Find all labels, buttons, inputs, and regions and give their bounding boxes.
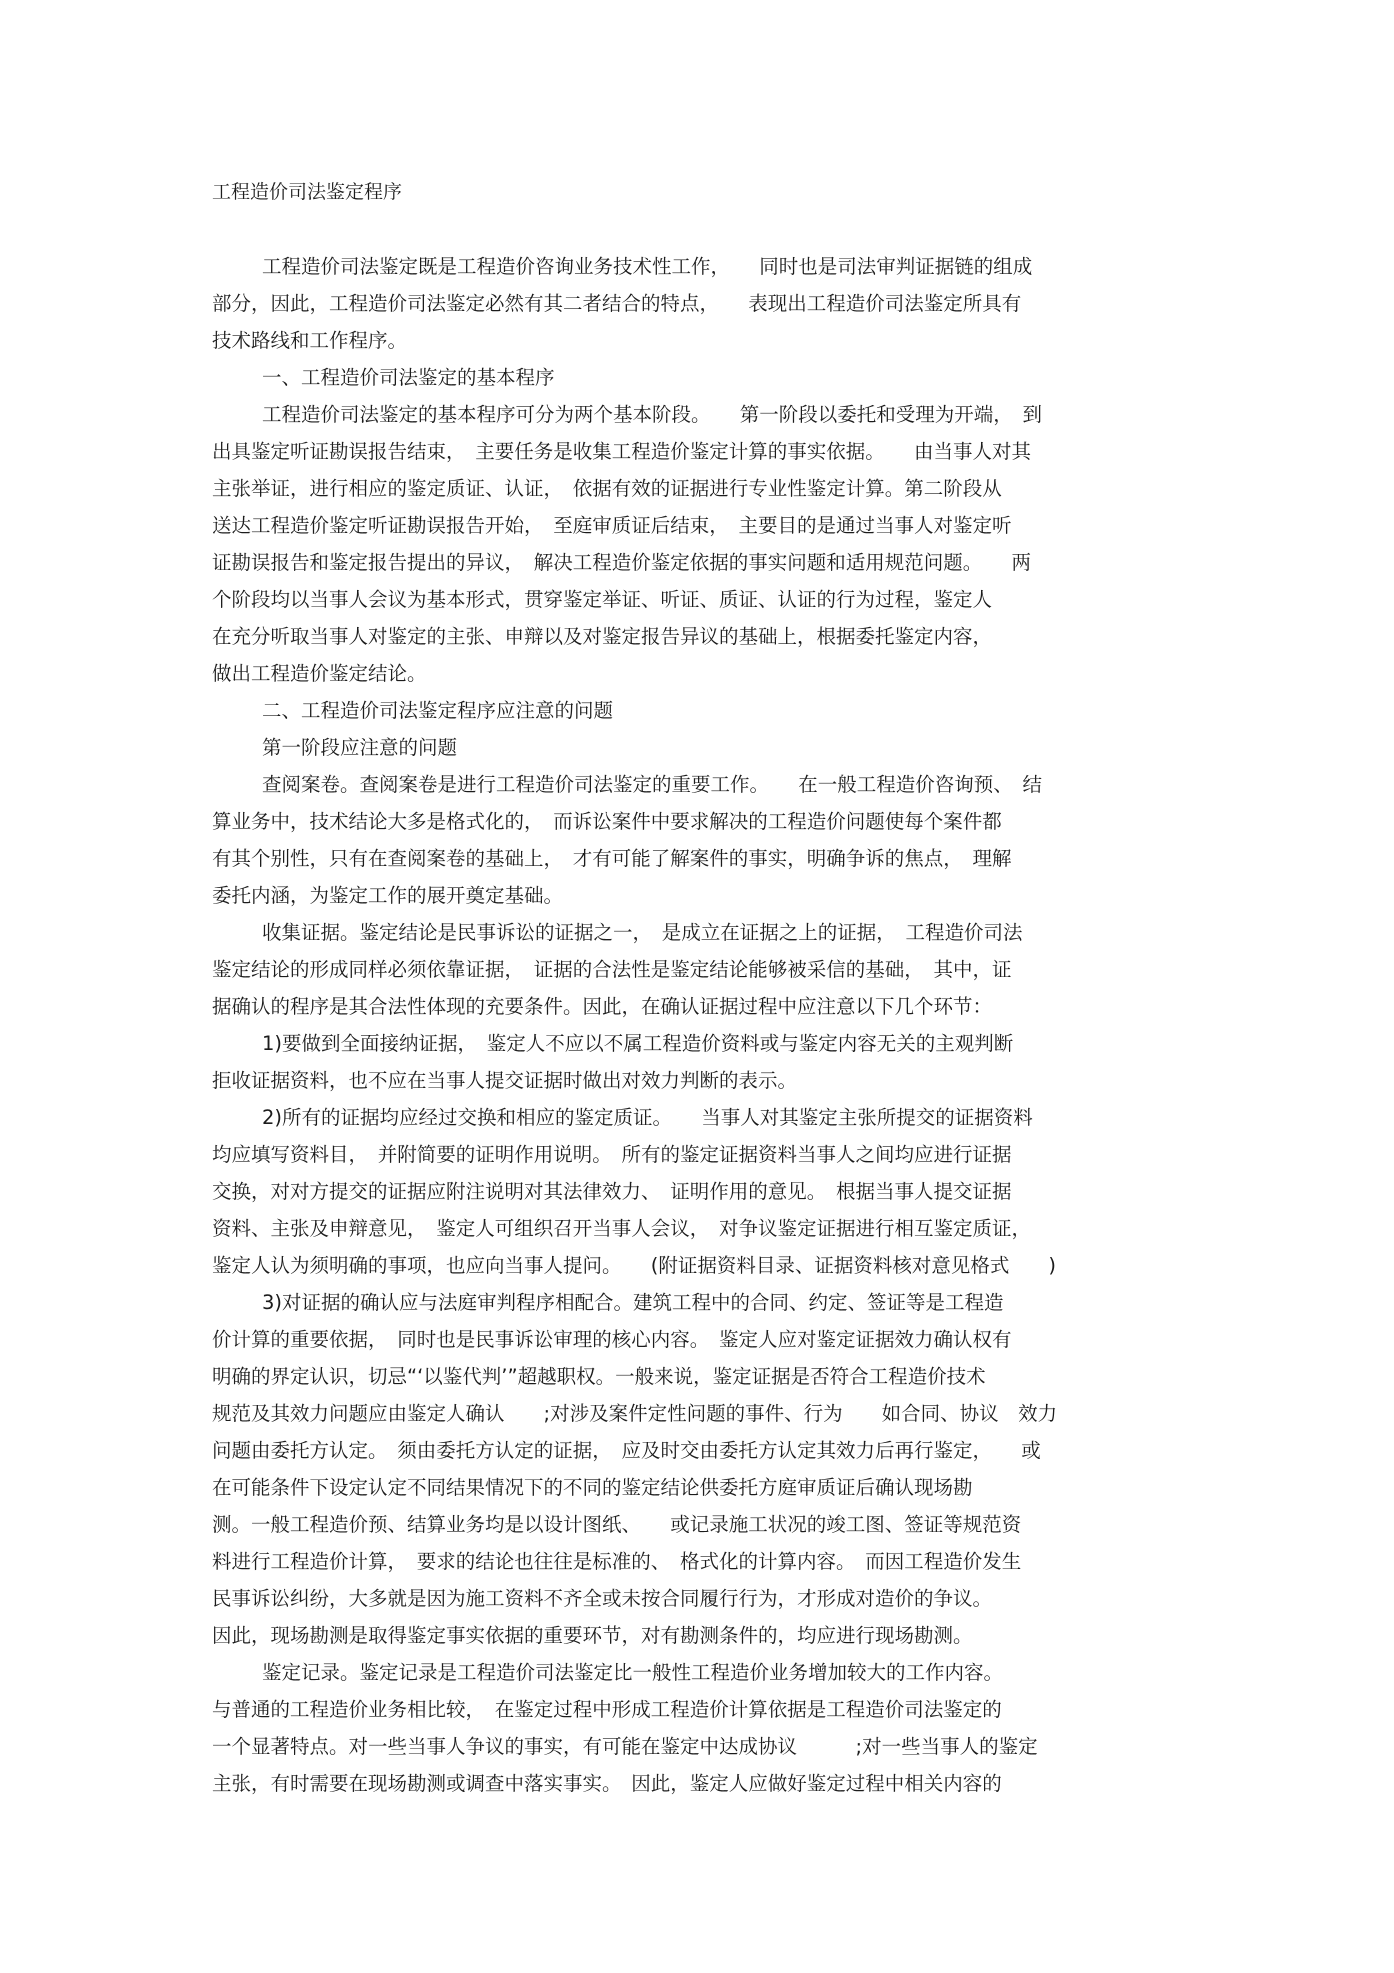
text-line: 证勘误报告和鉴定报告提出的异议， 解决工程造价鉴定依据的事实问题和适用规范问题。 两 bbox=[212, 551, 1032, 574]
text-line: 鉴定人认为须明确的事项，也应向当事人提问。 (附证据资料目录、证据资料核对意见格式 ) bbox=[212, 1254, 1056, 1277]
text-line: 有其个别性，只有在查阅案卷的基础上， 才有可能了解案件的事实，明确争诉的焦点， 理解 bbox=[212, 847, 1012, 870]
text-line: 技术路线和工作程序。 bbox=[212, 329, 408, 352]
text-line: 拒收证据资料，也不应在当事人提交证据时做出对效力判断的表示。 bbox=[212, 1069, 798, 1092]
text-line: 均应填写资料目， 并附简要的证明作用说明。 所有的鉴定证据资料当事人之间均应进行证据 bbox=[212, 1143, 1012, 1166]
text-line: 一、工程造价司法鉴定的基本程序 bbox=[262, 366, 555, 389]
text-line: 据确认的程序是其合法性体现的充要条件。因此，在确认证据过程中应注意以下几个环节： bbox=[212, 995, 993, 1018]
text-line: 个阶段均以当事人会议为基本形式，贯穿鉴定举证、听证、质证、认证的行为过程，鉴定人 bbox=[212, 588, 993, 611]
text-line: 2)所有的证据均应经过交换和相应的鉴定质证。 当事人对其鉴定主张所提交的证据资料 bbox=[262, 1106, 1033, 1129]
text-line: 收集证据。鉴定结论是民事诉讼的证据之一， 是成立在证据之上的证据， 工程造价司法 bbox=[262, 921, 1023, 944]
text-line: 送达工程造价鉴定听证勘误报告开始， 至庭审质证后结束， 主要目的是通过当事人对鉴定听 bbox=[212, 514, 1012, 537]
text-line: 委托内涵，为鉴定工作的展开奠定基础。 bbox=[212, 884, 564, 907]
text-line: 3)对证据的确认应与法庭审判程序相配合。建筑工程中的合同、约定、签证等是工程造 bbox=[262, 1291, 1004, 1314]
text-line: 交换，对对方提交的证据应附注说明对其法律效力、 证明作用的意见。 根据当事人提交证据 bbox=[212, 1180, 1012, 1203]
text-line: 做出工程造价鉴定结论。 bbox=[212, 662, 427, 685]
text-line: 出具鉴定听证勘误报告结束， 主要任务是收集工程造价鉴定计算的事实依据。 由当事人对其 bbox=[212, 440, 1032, 463]
text-line: 问题由委托方认定。 须由委托方认定的证据， 应及时交由委托方认定其效力后再行鉴定， 或 bbox=[212, 1439, 1041, 1462]
text-line: 鉴定记录。鉴定记录是工程造价司法鉴定比一般性工程造价业务增加较大的工作内容。 bbox=[262, 1661, 1004, 1684]
text-line: 第一阶段应注意的问题 bbox=[262, 736, 458, 759]
text-line: 与普通的工程造价业务相比较， 在鉴定过程中形成工程造价计算依据是工程造价司法鉴定的 bbox=[212, 1698, 1002, 1721]
text-line: 因此，现场勘测是取得鉴定事实依据的重要环节，对有勘测条件的，均应进行现场勘测。 bbox=[212, 1624, 973, 1647]
text-line: 算业务中，技术结论大多是格式化的， 而诉讼案件中要求解决的工程造价问题使每个案件都 bbox=[212, 810, 1002, 833]
text-line: 工程造价司法鉴定既是工程造价咨询业务技术性工作， 同时也是司法审判证据链的组成 bbox=[262, 255, 1033, 278]
text-line: 料进行工程造价计算， 要求的结论也往往是标准的、 格式化的计算内容。 而因工程造价发生 bbox=[212, 1550, 1022, 1573]
document-title: 工程造价司法鉴定程序 bbox=[212, 181, 403, 203]
text-line: 民事诉讼纠纷，大多就是因为施工资料不齐全或未按合同履行行为，才形成对造价的争议。 bbox=[212, 1587, 993, 1610]
text-line: 明确的界定认识，切忌“‘以鉴代判’”超越职权。一般来说，鉴定证据是否符合工程造价技术 bbox=[212, 1365, 986, 1388]
text-line: 在可能条件下设定认定不同结果情况下的不同的鉴定结论供委托方庭审质证后确认现场勘 bbox=[212, 1476, 973, 1499]
text-line: 主张，有时需要在现场勘测或调查中落实事实。 因此，鉴定人应做好鉴定过程中相关内容的 bbox=[212, 1772, 1002, 1795]
text-line: 资料、主张及申辩意见， 鉴定人可组织召开当事人会议， 对争议鉴定证据进行相互鉴定质证， bbox=[212, 1217, 1032, 1240]
text-line: 规范及其效力问题应由鉴定人确认 ;对涉及案件定性问题的事件、行为 如合同、协议 效力 bbox=[212, 1402, 1058, 1425]
text-line: 在充分听取当事人对鉴定的主张、申辩以及对鉴定报告异议的基础上，根据委托鉴定内容， bbox=[212, 625, 993, 648]
text-line: 一个显著特点。对一些当事人争议的事实，有可能在鉴定中达成协议 ;对一些当事人的鉴定 bbox=[212, 1735, 1038, 1758]
text-line: 价计算的重要依据， 同时也是民事诉讼审理的核心内容。 鉴定人应对鉴定证据效力确认权有 bbox=[212, 1328, 1012, 1351]
document-body bbox=[212, 248, 1192, 1802]
text-line: 测。一般工程造价预、结算业务均是以设计图纸、 或记录施工状况的竣工图、签证等规范资 bbox=[212, 1513, 1022, 1536]
text-line: 工程造价司法鉴定的基本程序可分为两个基本阶段。 第一阶段以委托和受理为开端， 到 bbox=[262, 403, 1043, 426]
text-line: 查阅案卷。查阅案卷是进行工程造价司法鉴定的重要工作。 在一般工程造价咨询预、 结 bbox=[262, 773, 1043, 796]
text-line: 鉴定结论的形成同样必须依靠证据， 证据的合法性是鉴定结论能够被采信的基础， 其中，证 bbox=[212, 958, 1012, 981]
text-line: 1)要做到全面接纳证据， 鉴定人不应以不属工程造价资料或与鉴定内容无关的主观判断 bbox=[262, 1032, 1014, 1055]
text-line: 主张举证，进行相应的鉴定质证、认证， 依据有效的证据进行专业性鉴定计算。第二阶段从 bbox=[212, 477, 1002, 500]
text-line: 部分，因此，工程造价司法鉴定必然有其二者结合的特点， 表现出工程造价司法鉴定所具有 bbox=[212, 292, 1022, 315]
text-line: 二、工程造价司法鉴定程序应注意的问题 bbox=[262, 699, 614, 722]
